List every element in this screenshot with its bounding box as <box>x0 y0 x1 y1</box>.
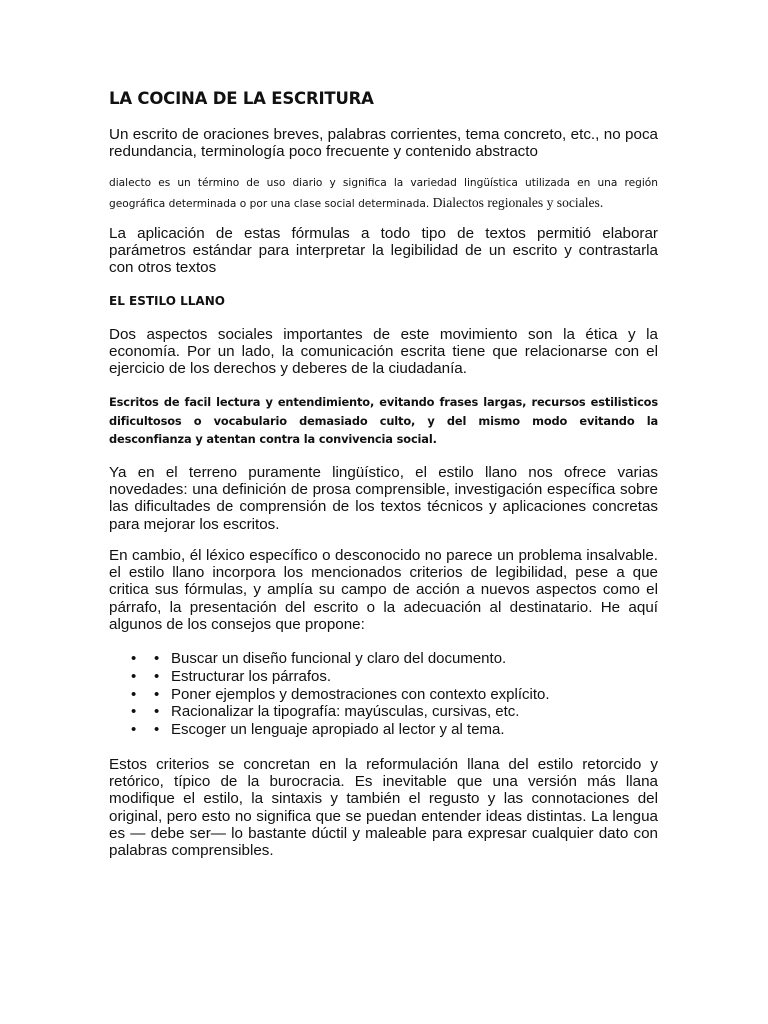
bullet-icon: • <box>154 650 160 667</box>
bullet-icon: • <box>154 721 160 739</box>
paragraph-escritos-facil-lectura: Escritos de facil lectura y entendimiento, evitando frases largas, recursos estilisticos dificultosos o vocabulario demasiado culto, y del mismo modo evitando la desconfianza y atentan contra la convivencia social. <box>109 395 658 446</box>
bullet-icon: • <box>131 703 137 721</box>
bullet-icon: • <box>154 667 160 685</box>
dialecto-definition: dialecto es un término de uso diario y significa la variedad lingüística utilizada en una región geográfica determinada o por una clase social determinada. <box>109 177 658 210</box>
list-item <box>127 650 550 668</box>
bullet-icon: • <box>131 685 137 703</box>
list-item-text: Racionalizar la tipografía: mayúsculas, cursivas, etc. <box>171 703 520 721</box>
paragraph-formulas: La aplicación de estas fórmulas a todo tipo de textos permitió elaborar parámetros estándar para interpretar la legibilidad de un escrito y contrastarla con otros textos <box>109 225 658 277</box>
list-item <box>127 721 550 739</box>
list-item <box>127 703 550 721</box>
paragraph-intro: Un escrito de oraciones breves, palabras corrientes, tema concreto, etc., no poca redundancia, terminología poco frecuente y contenido abstracto <box>109 126 658 161</box>
bullet-icon: • <box>154 703 160 721</box>
bullet-icon: • <box>131 667 137 685</box>
paragraph-terreno-linguistico: Ya en el terreno puramente lingüístico, el estilo llano nos ofrece varias novedades: una definición de prosa comprensible, investigación específica sobre las dificultades de comprensión de los textos técnicos y aplicaciones concretas para mejorar los escritos. <box>109 464 658 533</box>
list-item-text: Poner ejemplos y demostraciones con contexto explícito. <box>171 685 550 703</box>
advice-list <box>127 650 550 739</box>
paragraph-lexico: En cambio, él léxico específico o desconocido no parece un problema insalvable. el estilo llano incorpora los mencionados criterios de legibilidad, pese a que critica sus fórmulas, y amplía su campo de acción a nuevos aspectos como el párrafo, la presentación del escrito o la adecuación al destinatario. He aquí algunos de los consejos que propone: <box>109 547 658 633</box>
paragraph-dialecto <box>109 174 658 214</box>
bullet-icon: • <box>131 650 137 667</box>
dialecto-types: Dialectos regionales y sociales. <box>432 195 604 210</box>
document-title: LA COCINA DE LA ESCRITURA <box>109 89 374 108</box>
bullet-icon: • <box>154 685 160 703</box>
list-item <box>127 668 550 686</box>
bullet-icon: • <box>131 721 137 739</box>
section-heading-estilo-llano: EL ESTILO LLANO <box>109 294 225 308</box>
list-item-text: Escoger un lenguaje apropiado al lector y al tema. <box>171 721 505 739</box>
paragraph-aspectos-sociales: Dos aspectos sociales importantes de este movimiento son la ética y la economía. Por un lado, la comunicación escrita tiene que relacionarse con el ejercicio de los derechos y deberes de la ciudadanía. <box>109 326 658 378</box>
paragraph-reformulacion: Estos criterios se concretan en la reformulación llana del estilo retorcido y retórico, típico de la burocracia. Es inevitable que una versión más llana modifique el estilo, la sintaxis y también el regusto y las connotaciones del original, pero esto no significa que se puedan entender ideas distintas. La lengua es — debe ser— lo bastante dúctil y maleable para expresar cualquier dato con palabras comprensibles. <box>109 756 658 860</box>
list-item-text: Estructurar los párrafos. <box>171 667 332 685</box>
list-item-text: Buscar un diseño funcional y claro del documento. <box>171 650 507 667</box>
list-item <box>127 686 550 704</box>
